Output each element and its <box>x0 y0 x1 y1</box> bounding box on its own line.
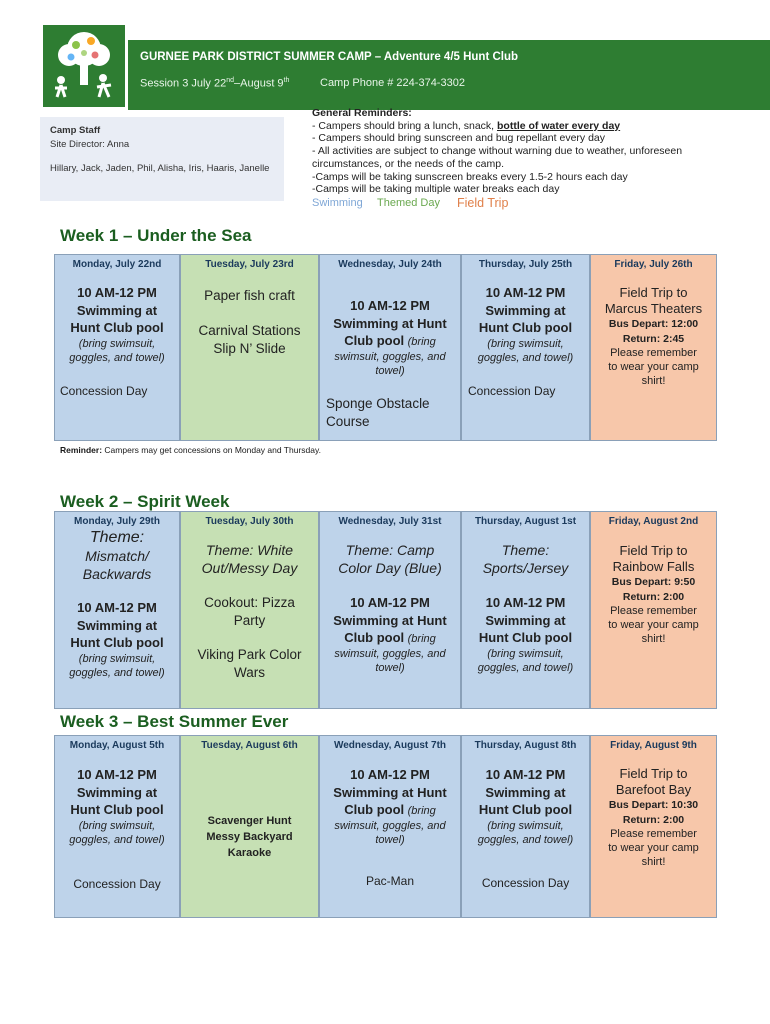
week2-monday-activities: 10 AM-12 PM Swimming at Hunt Club pool (bring swimsuit, goggles, and towel) <box>69 600 165 679</box>
legend-themed-day: Themed Day <box>377 197 440 209</box>
week1-monday-extra: Concession Day <box>60 384 148 398</box>
week1-wednesday-activities: 10 AM-12 PM Swimming at Hunt Club pool (bring swimsuit, goggles, and towel) <box>333 298 447 377</box>
session-dates: Session 3 July 22nd–August 9th <box>140 77 290 90</box>
day-header: Friday, July 26th <box>614 259 693 270</box>
week1-thursday-activities: 10 AM-12 PM Swimming at Hunt Club pool (bring swimsuit, goggles, and towel) <box>477 285 574 364</box>
day-header: Thursday, August 8th <box>474 740 577 751</box>
day-header: Wednesday, August 7th <box>333 740 447 751</box>
reminders-heading: General Reminders: <box>312 107 412 119</box>
day-header: Friday, August 9th <box>610 740 697 751</box>
week2-friday-field-trip: Field Trip to Rainbow Falls Bus Depart: 9:50 Return: 2:00 Please remember to wear your camp shirt! <box>608 543 699 645</box>
staff-heading: Camp Staff <box>50 125 101 136</box>
week3-thursday-extra: Concession Day <box>481 876 570 890</box>
week1-friday-field-trip: Field Trip to Marcus Theaters Bus Depart: 12:00 Return: 2:45 Please remember to wear your camp shirt! <box>604 285 703 387</box>
week2-monday-theme: Theme: Mismatch/ Backwards <box>82 529 152 582</box>
week-1-title: Week 1 – Under the Sea <box>60 226 252 245</box>
week3-thursday-activities: 10 AM-12 PM Swimming at Hunt Club pool (bring swimsuit, goggles, and towel) <box>477 767 574 846</box>
week1-tuesday-activity: Paper fish craft <box>204 288 295 303</box>
week2-wednesday-theme: Theme: Camp Color Day (Blue) <box>338 542 442 576</box>
week1-tuesday-activities: Carnival Stations Slip N’ Slide <box>198 323 301 356</box>
reminder-line: - All activities are subject to change without warning due to weather, unforeseen <box>312 145 683 158</box>
week2-tuesday-theme: Theme: White Out/Messy Day <box>201 542 298 576</box>
day-header: Wednesday, July 31st <box>338 516 442 527</box>
week1-thursday-extra: Concession Day <box>468 384 556 398</box>
week1-wednesday-extra: Sponge Obstacle Course <box>326 396 430 429</box>
week3-wednesday-extra: Pac-Man <box>365 874 415 888</box>
day-header: Friday, August 2nd <box>608 516 699 527</box>
week2-tuesday-activity-2: Viking Park Color Wars <box>197 647 302 680</box>
general-reminders <box>312 107 732 196</box>
site-director: Site Director: Anna <box>50 139 130 150</box>
reminder-line: circumstances, or the needs of the camp. <box>312 157 505 170</box>
park-district-logo <box>40 22 128 110</box>
reminder-line: -Camps will be taking multiple water breaks each day <box>312 183 560 196</box>
camp-title: GURNEE PARK DISTRICT SUMMER CAMP – Adventure 4/5 Hunt Club <box>140 51 519 63</box>
concession-reminder: Reminder: Campers may get concessions on Monday and Thursday. <box>60 445 321 455</box>
week3-monday-activities: 10 AM-12 PM Swimming at Hunt Club pool (bring swimsuit, goggles, and towel) <box>69 767 165 846</box>
day-header: Monday, August 5th <box>69 740 165 751</box>
reminder-line: -Camps will be taking sunscreen breaks every 1.5-2 hours each day <box>312 170 628 183</box>
camp-phone: Camp Phone # 224-374-3302 <box>320 77 465 89</box>
legend-swimming: Swimming <box>312 197 363 209</box>
day-header: Tuesday, July 30th <box>205 516 294 527</box>
day-header: Wednesday, July 24th <box>338 259 442 270</box>
reminder-line: - Campers should bring a lunch, snack, bottle of water every day <box>312 119 621 132</box>
week3-monday-extra: Concession Day <box>73 877 161 891</box>
week2-tuesday-activity: Cookout: Pizza Party <box>204 595 295 628</box>
week3-friday-field-trip: Field Trip to Barefoot Bay Bus Depart: 10:30 Return: 2:00 Please remember to wear your camp shirt! <box>608 766 699 868</box>
week-2-title: Week 2 – Spirit Week <box>60 492 230 511</box>
day-header: Monday, July 29th <box>74 516 160 527</box>
week2-thursday-activities: 10 AM-12 PM Swimming at Hunt Club pool (bring swimsuit, goggles, and towel) <box>477 595 574 674</box>
week2-wednesday-activities: 10 AM-12 PM Swimming at Hunt Club pool (bring swimsuit, goggles, and towel) <box>333 595 447 674</box>
legend-field-trip: Field Trip <box>457 196 509 210</box>
day-header: Monday, July 22nd <box>72 259 162 270</box>
week3-tuesday-activities: Scavenger Hunt Messy Backyard Karaoke <box>206 815 293 859</box>
reminder-line: - Campers should bring sunscreen and bug repellant every day <box>312 132 606 145</box>
staff-members: Hillary, Jack, Jaden, Phil, Alisha, Iris, Haaris, Janelle <box>50 163 270 174</box>
day-header: Tuesday, July 23rd <box>205 259 294 270</box>
week1-monday-activities: 10 AM-12 PM Swimming at Hunt Club pool (bring swimsuit, goggles, and towel) <box>69 285 165 364</box>
week3-wednesday-activities: 10 AM-12 PM Swimming at Hunt Club pool (bring swimsuit, goggles, and towel) <box>333 767 447 846</box>
tree-logo-icon <box>43 25 125 107</box>
day-header: Thursday, July 25th <box>478 259 573 270</box>
day-header: Thursday, August 1st <box>474 516 577 527</box>
day-header: Tuesday, August 6th <box>201 740 298 751</box>
week-3-title: Week 3 – Best Summer Ever <box>60 712 289 731</box>
week2-thursday-theme: Theme: Sports/Jersey <box>482 542 569 576</box>
